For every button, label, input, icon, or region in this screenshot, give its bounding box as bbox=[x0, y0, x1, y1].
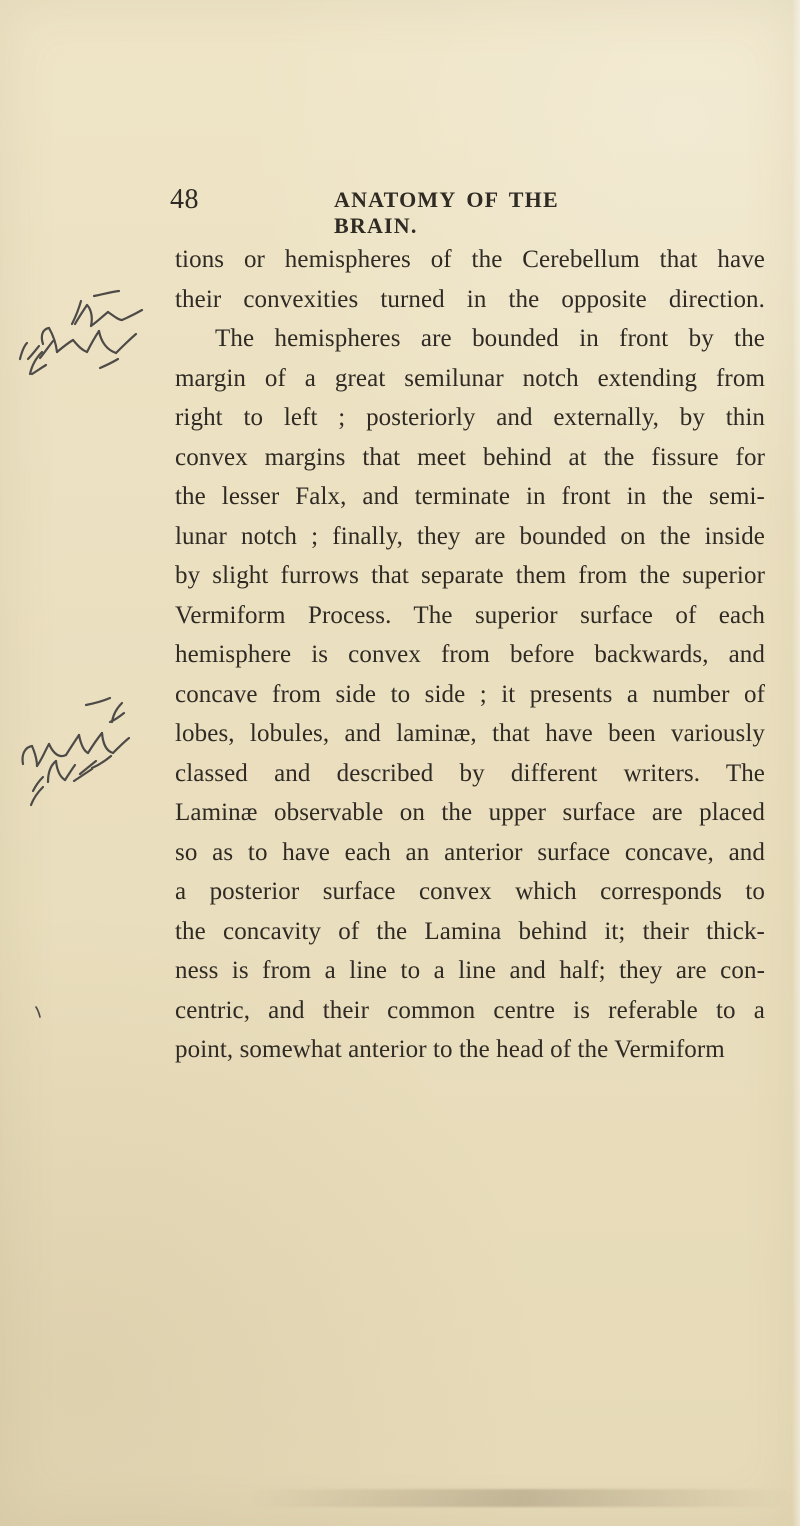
running-title: ANATOMY OF THE BRAIN. bbox=[334, 187, 559, 238]
text-line: right to left ; posteriorly and externally, by thin bbox=[175, 404, 765, 431]
text-line: tions or hemispheres of the Cerebellum that have bbox=[175, 246, 765, 273]
text-line: so as to have each an anterior surface concave, and bbox=[175, 838, 765, 866]
text-line: point, somewhat anterior to the head of the Vermiform bbox=[175, 1036, 725, 1063]
text-line: the lesser Falx, and terminate in front in the semi- bbox=[175, 483, 765, 510]
text-line: centric, and their common centre is referable to a bbox=[175, 996, 765, 1024]
text-line: ness is from a line to a line and half; they are con- bbox=[175, 957, 765, 984]
text-line: The hemispheres are bounded in front by the bbox=[215, 325, 765, 352]
text-line: margin of a great semilunar notch extending from bbox=[175, 364, 765, 392]
text-line: lobes, lobules, and laminæ, that have been variously bbox=[175, 720, 765, 747]
text-line: their convexities turned in the opposite direction. bbox=[175, 285, 765, 313]
text-line: by slight furrows that separate them from the superior bbox=[175, 562, 765, 589]
text-line: Vermiform Process. The superior surface of each bbox=[175, 601, 765, 629]
page-edge bbox=[792, 0, 800, 1526]
handwritten-annotation-bottom bbox=[18, 695, 163, 815]
text-line: hemisphere is convex from before backwards, and bbox=[175, 641, 765, 668]
text-line: classed and described by different writers. The bbox=[175, 759, 765, 787]
main-text bbox=[175, 240, 765, 1070]
text-line: concave from side to side ; it presents a number of bbox=[175, 680, 765, 708]
bottom-shadow bbox=[247, 1489, 794, 1507]
text-line: lunar notch ; finally, they are bounded on the inside bbox=[175, 522, 765, 550]
handwritten-annotation-top bbox=[18, 286, 163, 406]
page-header bbox=[170, 184, 630, 238]
text-line: the concavity of the Lamina behind it; their thick- bbox=[175, 917, 765, 945]
text-line: convex margins that meet behind at the fissure for bbox=[175, 443, 765, 471]
text-line: a posterior surface convex which corresponds to bbox=[175, 878, 765, 905]
text-line: Laminæ observable on the upper surface are placed bbox=[175, 799, 765, 826]
page-number: 48 bbox=[170, 184, 199, 215]
pencil-mark bbox=[34, 1006, 44, 1018]
